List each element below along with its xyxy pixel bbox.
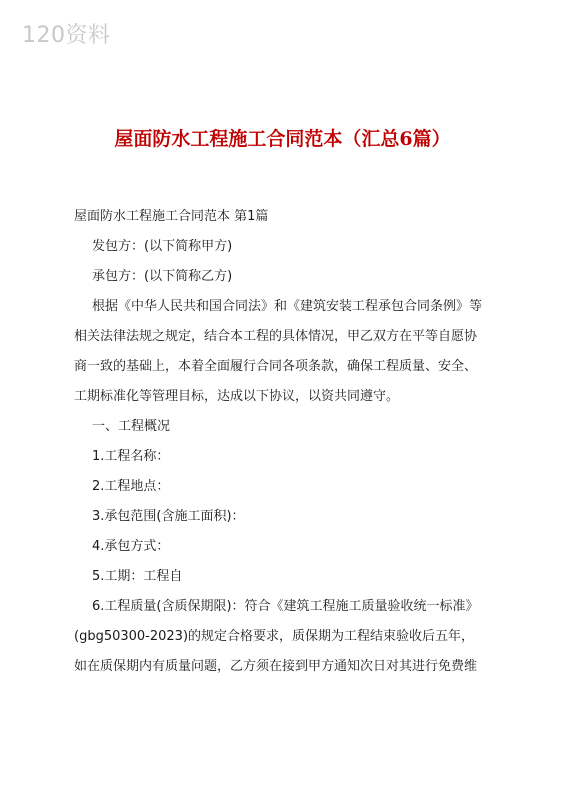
- quality-paragraph: [74, 592, 494, 682]
- intro-line: 相关法律法规之规定，结合本工程的具体情况，甲乙双方在平等自愿协: [74, 329, 478, 344]
- list-item: 1.工程名称：: [92, 449, 170, 464]
- section-heading: 屋面防水工程施工合同范本 第1篇: [74, 209, 269, 224]
- document-title: 屋面防水工程施工合同范本（汇总6篇）: [114, 128, 451, 150]
- list-item: 3.承包范围(含施工面积)：: [92, 509, 245, 524]
- quality-line: (gbg50300-2023)的规定合格要求，质保期为工程结束验收后五年，: [74, 629, 475, 644]
- chapter-heading: 一、工程概况: [92, 419, 171, 434]
- party-b-line: 承包方：(以下简称乙方): [92, 269, 233, 284]
- quality-line: 如在质保期内有质量问题，乙方须在接到甲方通知次日对其进行免费维: [74, 659, 478, 674]
- list-item: 4.承包方式：: [92, 539, 170, 554]
- list-item: 2.工程地点：: [92, 479, 170, 494]
- document-body: [74, 202, 494, 682]
- party-a-line: 发包方：(以下简称甲方): [92, 239, 233, 254]
- list-item: 5.工期：工程自: [92, 569, 183, 584]
- watermark-logo: 120资料: [22, 23, 111, 48]
- intro-paragraph: [74, 292, 494, 412]
- intro-line: 工期标准化等管理目标，达成以下协议，以资共同遵守。: [74, 389, 400, 404]
- intro-line: 根据《中华人民共和国合同法》和《建筑安装工程承包合同条例》等: [92, 299, 483, 314]
- quality-line: 6.工程质量(含质保期限)：符合《建筑工程施工质量验收统一标准》: [92, 599, 479, 614]
- intro-line: 商一致的基础上，本着全面履行合同各项条款，确保工程质量、安全、: [74, 359, 478, 374]
